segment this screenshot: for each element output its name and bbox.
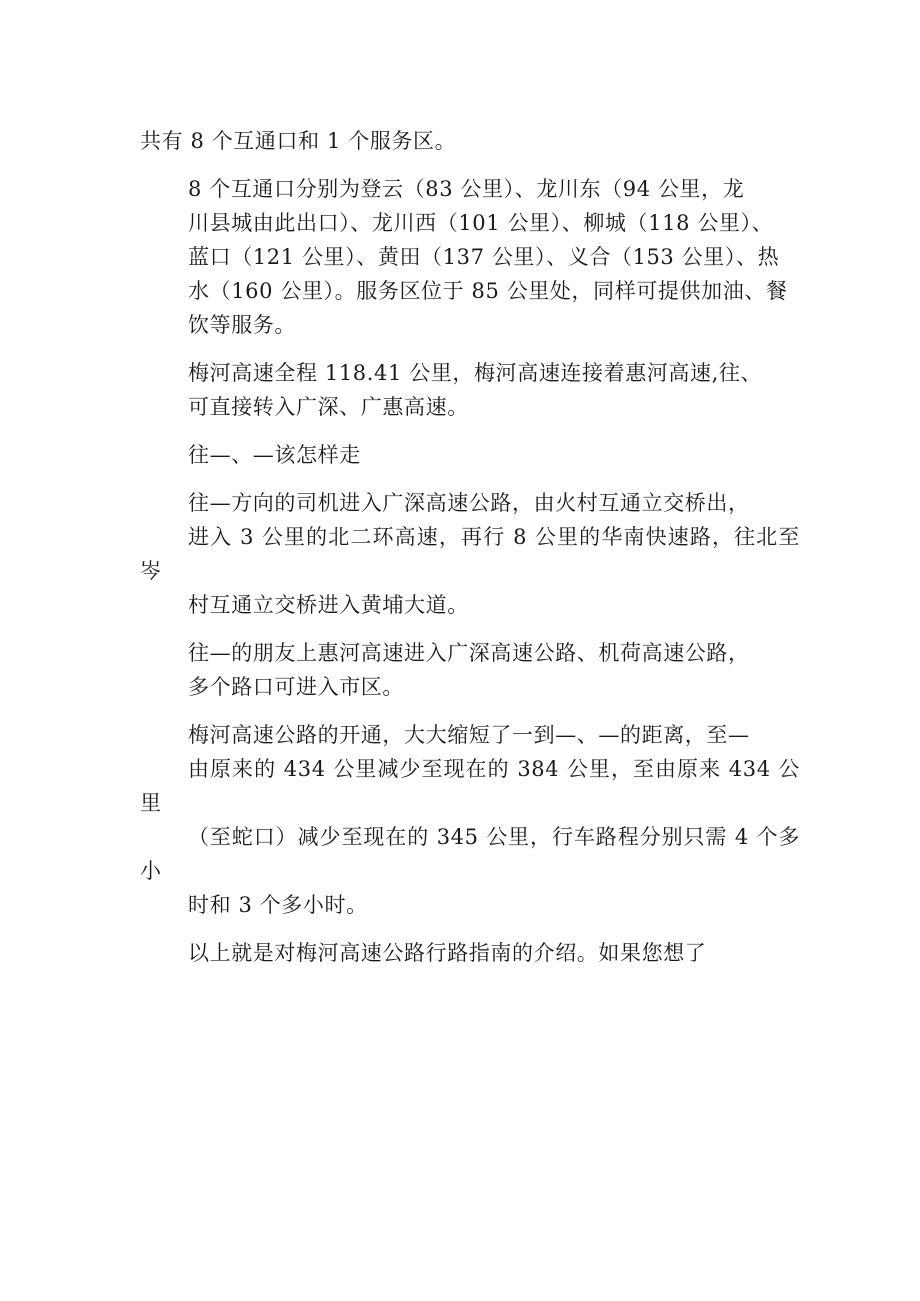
text-line: 8 个互通口分别为登云（83 公里）、龙川东（94 公里，龙 [188,177,745,201]
paragraph-distance-reduction [140,718,800,922]
text-line: 共有 8 个互通口和 1 个服务区。 [140,129,457,153]
paragraph-route-one [140,486,800,622]
text-line: 往—、—该怎样走 [188,443,361,467]
text-line: 蓝口（121 公里）、黄田（137 公里）、义合（153 公里）、热 [188,245,780,269]
document-body [140,124,800,970]
text-line: 水（160 公里）。服务区位于 85 公里处，同样可提供加油、餐 [188,279,788,303]
text-line: 梅河高速公路的开通，大大缩短了一到—、—的距离，至— [188,723,750,747]
text-line: 往—方向的司机进入广深高速公路，由火村互通立交桥出， [188,491,750,515]
text-line: 以上就是对梅河高速公路行路指南的介绍。如果您想了 [188,941,707,965]
text-line: 饮等服务。 [188,313,296,337]
text-line: 多个路口可进入市区。 [188,675,404,699]
paragraph-service-summary [140,124,800,158]
paragraph-total-length [140,356,800,424]
text-line: 由原来的 434 公里减少至现在的 384 公里，至由原来 434 公里 [140,757,800,815]
text-line: 可直接转入广深、广惠高速。 [188,395,469,419]
paragraph-closing [140,936,800,970]
text-line: 梅河高速全程 118.41 公里，梅河高速连接着惠河高速,往、 [188,361,763,385]
text-line: 往—的朋友上惠河高速进入广深高速公路、机荷高速公路， [188,641,750,665]
text-line: 进入 3 公里的北二环高速，再行 8 公里的华南快速路，往北至岑 [140,525,800,583]
text-line: 时和 3 个多小时。 [188,893,368,917]
text-line: 村互通立交桥进入黄埔大道。 [188,593,469,617]
text-line: 川县城由此出口）、龙川西（101 公里）、柳城（118 公里）、 [188,211,774,235]
paragraph-route-two [140,636,800,704]
paragraph-interchanges [140,172,800,342]
paragraph-how-to-go-heading [140,438,800,472]
text-line: （至蛇口）减少至现在的 345 公里，行车路程分别只需 4 个多小 [140,825,800,883]
